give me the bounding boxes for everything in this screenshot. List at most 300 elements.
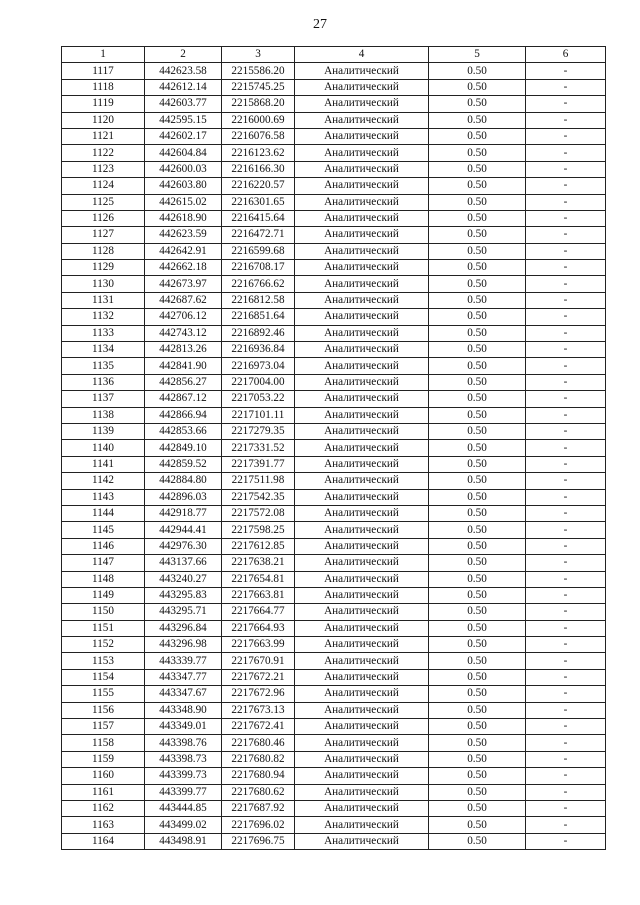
point-number-cell: 1157 bbox=[62, 719, 145, 735]
y-coordinate-cell: 2217331.52 bbox=[222, 440, 295, 456]
note-cell: - bbox=[526, 260, 606, 276]
table-body bbox=[62, 63, 606, 850]
note-cell: - bbox=[526, 407, 606, 423]
y-coordinate-cell: 2217673.13 bbox=[222, 702, 295, 718]
method-cell: Аналитический bbox=[295, 489, 429, 505]
note-cell: - bbox=[526, 768, 606, 784]
point-number-cell: 1118 bbox=[62, 79, 145, 95]
note-cell: - bbox=[526, 555, 606, 571]
table-row bbox=[62, 325, 606, 341]
table-row bbox=[62, 637, 606, 653]
table-row bbox=[62, 292, 606, 308]
x-coordinate-cell: 443398.76 bbox=[145, 735, 222, 751]
note-cell: - bbox=[526, 178, 606, 194]
point-number-cell: 1146 bbox=[62, 538, 145, 554]
y-coordinate-cell: 2216708.17 bbox=[222, 260, 295, 276]
method-cell: Аналитический bbox=[295, 210, 429, 226]
accuracy-cell: 0.50 bbox=[429, 637, 526, 653]
note-cell: - bbox=[526, 587, 606, 603]
point-number-cell: 1141 bbox=[62, 456, 145, 472]
page-number: 27 bbox=[313, 17, 327, 32]
x-coordinate-cell: 442612.14 bbox=[145, 79, 222, 95]
y-coordinate-cell: 2217612.85 bbox=[222, 538, 295, 554]
note-cell: - bbox=[526, 686, 606, 702]
x-coordinate-cell: 442896.03 bbox=[145, 489, 222, 505]
x-coordinate-cell: 442618.90 bbox=[145, 210, 222, 226]
accuracy-cell: 0.50 bbox=[429, 489, 526, 505]
x-coordinate-cell: 442918.77 bbox=[145, 505, 222, 521]
point-number-cell: 1121 bbox=[62, 128, 145, 144]
x-coordinate-cell: 442813.26 bbox=[145, 342, 222, 358]
accuracy-cell: 0.50 bbox=[429, 325, 526, 341]
y-coordinate-cell: 2217598.25 bbox=[222, 522, 295, 538]
point-number-cell: 1123 bbox=[62, 161, 145, 177]
point-number-cell: 1158 bbox=[62, 735, 145, 751]
accuracy-cell: 0.50 bbox=[429, 227, 526, 243]
point-number-cell: 1125 bbox=[62, 194, 145, 210]
accuracy-cell: 0.50 bbox=[429, 686, 526, 702]
point-number-cell: 1117 bbox=[62, 63, 145, 79]
note-cell: - bbox=[526, 505, 606, 521]
point-number-cell: 1147 bbox=[62, 555, 145, 571]
note-cell: - bbox=[526, 292, 606, 308]
note-cell: - bbox=[526, 243, 606, 259]
note-cell: - bbox=[526, 161, 606, 177]
x-coordinate-cell: 442603.80 bbox=[145, 178, 222, 194]
method-cell: Аналитический bbox=[295, 112, 429, 128]
point-number-cell: 1126 bbox=[62, 210, 145, 226]
method-cell: Аналитический bbox=[295, 374, 429, 390]
method-cell: Аналитический bbox=[295, 309, 429, 325]
y-coordinate-cell: 2216472.71 bbox=[222, 227, 295, 243]
table-row bbox=[62, 342, 606, 358]
point-number-cell: 1161 bbox=[62, 784, 145, 800]
note-cell: - bbox=[526, 145, 606, 161]
accuracy-cell: 0.50 bbox=[429, 423, 526, 439]
accuracy-cell: 0.50 bbox=[429, 128, 526, 144]
coordinates-table bbox=[61, 46, 606, 850]
note-cell: - bbox=[526, 473, 606, 489]
accuracy-cell: 0.50 bbox=[429, 538, 526, 554]
note-cell: - bbox=[526, 342, 606, 358]
note-cell: - bbox=[526, 620, 606, 636]
y-coordinate-cell: 2216220.57 bbox=[222, 178, 295, 194]
note-cell: - bbox=[526, 128, 606, 144]
accuracy-cell: 0.50 bbox=[429, 784, 526, 800]
note-cell: - bbox=[526, 735, 606, 751]
x-coordinate-cell: 443296.84 bbox=[145, 620, 222, 636]
x-coordinate-cell: 443499.02 bbox=[145, 817, 222, 833]
accuracy-cell: 0.50 bbox=[429, 571, 526, 587]
note-cell: - bbox=[526, 653, 606, 669]
x-coordinate-cell: 442595.15 bbox=[145, 112, 222, 128]
method-cell: Аналитический bbox=[295, 604, 429, 620]
point-number-cell: 1144 bbox=[62, 505, 145, 521]
y-coordinate-cell: 2217654.81 bbox=[222, 571, 295, 587]
accuracy-cell: 0.50 bbox=[429, 702, 526, 718]
point-number-cell: 1135 bbox=[62, 358, 145, 374]
method-cell: Аналитический bbox=[295, 276, 429, 292]
method-cell: Аналитический bbox=[295, 784, 429, 800]
x-coordinate-cell: 443240.27 bbox=[145, 571, 222, 587]
accuracy-cell: 0.50 bbox=[429, 194, 526, 210]
accuracy-cell: 0.50 bbox=[429, 292, 526, 308]
method-cell: Аналитический bbox=[295, 96, 429, 112]
y-coordinate-cell: 2217672.96 bbox=[222, 686, 295, 702]
point-number-cell: 1133 bbox=[62, 325, 145, 341]
y-coordinate-cell: 2217542.35 bbox=[222, 489, 295, 505]
method-cell: Аналитический bbox=[295, 833, 429, 849]
method-cell: Аналитический bbox=[295, 79, 429, 95]
x-coordinate-cell: 443295.83 bbox=[145, 587, 222, 603]
x-coordinate-cell: 442604.84 bbox=[145, 145, 222, 161]
note-cell: - bbox=[526, 358, 606, 374]
table-row bbox=[62, 63, 606, 79]
table-row bbox=[62, 161, 606, 177]
y-coordinate-cell: 2217696.75 bbox=[222, 833, 295, 849]
y-coordinate-cell: 2216415.64 bbox=[222, 210, 295, 226]
point-number-cell: 1129 bbox=[62, 260, 145, 276]
y-coordinate-cell: 2217672.41 bbox=[222, 719, 295, 735]
accuracy-cell: 0.50 bbox=[429, 260, 526, 276]
x-coordinate-cell: 442602.17 bbox=[145, 128, 222, 144]
table-row bbox=[62, 391, 606, 407]
point-number-cell: 1154 bbox=[62, 669, 145, 685]
x-coordinate-cell: 443296.98 bbox=[145, 637, 222, 653]
accuracy-cell: 0.50 bbox=[429, 719, 526, 735]
y-coordinate-cell: 2217004.00 bbox=[222, 374, 295, 390]
method-cell: Аналитический bbox=[295, 63, 429, 79]
accuracy-cell: 0.50 bbox=[429, 161, 526, 177]
note-cell: - bbox=[526, 784, 606, 800]
column-header: 6 bbox=[526, 47, 606, 63]
method-cell: Аналитический bbox=[295, 522, 429, 538]
point-number-cell: 1137 bbox=[62, 391, 145, 407]
y-coordinate-cell: 2215745.25 bbox=[222, 79, 295, 95]
note-cell: - bbox=[526, 719, 606, 735]
point-number-cell: 1122 bbox=[62, 145, 145, 161]
note-cell: - bbox=[526, 374, 606, 390]
method-cell: Аналитический bbox=[295, 620, 429, 636]
point-number-cell: 1134 bbox=[62, 342, 145, 358]
point-number-cell: 1150 bbox=[62, 604, 145, 620]
y-coordinate-cell: 2217663.81 bbox=[222, 587, 295, 603]
point-number-cell: 1152 bbox=[62, 637, 145, 653]
table-row bbox=[62, 423, 606, 439]
y-coordinate-cell: 2216851.64 bbox=[222, 309, 295, 325]
y-coordinate-cell: 2217687.92 bbox=[222, 800, 295, 816]
table-row bbox=[62, 571, 606, 587]
x-coordinate-cell: 443399.77 bbox=[145, 784, 222, 800]
note-cell: - bbox=[526, 227, 606, 243]
method-cell: Аналитический bbox=[295, 587, 429, 603]
table-row bbox=[62, 719, 606, 735]
table-row bbox=[62, 112, 606, 128]
accuracy-cell: 0.50 bbox=[429, 243, 526, 259]
method-cell: Аналитический bbox=[295, 473, 429, 489]
note-cell: - bbox=[526, 637, 606, 653]
y-coordinate-cell: 2217696.02 bbox=[222, 817, 295, 833]
method-cell: Аналитический bbox=[295, 719, 429, 735]
method-cell: Аналитический bbox=[295, 227, 429, 243]
point-number-cell: 1130 bbox=[62, 276, 145, 292]
y-coordinate-cell: 2216892.46 bbox=[222, 325, 295, 341]
table-row bbox=[62, 407, 606, 423]
accuracy-cell: 0.50 bbox=[429, 669, 526, 685]
accuracy-cell: 0.50 bbox=[429, 145, 526, 161]
x-coordinate-cell: 442623.59 bbox=[145, 227, 222, 243]
method-cell: Аналитический bbox=[295, 194, 429, 210]
note-cell: - bbox=[526, 833, 606, 849]
y-coordinate-cell: 2217572.08 bbox=[222, 505, 295, 521]
note-cell: - bbox=[526, 571, 606, 587]
y-coordinate-cell: 2216812.58 bbox=[222, 292, 295, 308]
table-row bbox=[62, 555, 606, 571]
point-number-cell: 1143 bbox=[62, 489, 145, 505]
method-cell: Аналитический bbox=[295, 702, 429, 718]
method-cell: Аналитический bbox=[295, 128, 429, 144]
point-number-cell: 1162 bbox=[62, 800, 145, 816]
x-coordinate-cell: 442867.12 bbox=[145, 391, 222, 407]
note-cell: - bbox=[526, 817, 606, 833]
note-cell: - bbox=[526, 63, 606, 79]
y-coordinate-cell: 2217664.93 bbox=[222, 620, 295, 636]
point-number-cell: 1124 bbox=[62, 178, 145, 194]
accuracy-cell: 0.50 bbox=[429, 112, 526, 128]
y-coordinate-cell: 2216000.69 bbox=[222, 112, 295, 128]
accuracy-cell: 0.50 bbox=[429, 210, 526, 226]
x-coordinate-cell: 442976.30 bbox=[145, 538, 222, 554]
y-coordinate-cell: 2217680.46 bbox=[222, 735, 295, 751]
y-coordinate-cell: 2216166.30 bbox=[222, 161, 295, 177]
x-coordinate-cell: 443399.73 bbox=[145, 768, 222, 784]
x-coordinate-cell: 442615.02 bbox=[145, 194, 222, 210]
x-coordinate-cell: 442859.52 bbox=[145, 456, 222, 472]
table-header bbox=[62, 47, 606, 63]
accuracy-cell: 0.50 bbox=[429, 407, 526, 423]
table-row bbox=[62, 669, 606, 685]
table-row bbox=[62, 473, 606, 489]
accuracy-cell: 0.50 bbox=[429, 653, 526, 669]
x-coordinate-cell: 442603.77 bbox=[145, 96, 222, 112]
method-cell: Аналитический bbox=[295, 817, 429, 833]
table-row bbox=[62, 79, 606, 95]
y-coordinate-cell: 2217680.82 bbox=[222, 751, 295, 767]
x-coordinate-cell: 442623.58 bbox=[145, 63, 222, 79]
table-row bbox=[62, 178, 606, 194]
note-cell: - bbox=[526, 325, 606, 341]
point-number-cell: 1148 bbox=[62, 571, 145, 587]
point-number-cell: 1164 bbox=[62, 833, 145, 849]
method-cell: Аналитический bbox=[295, 342, 429, 358]
y-coordinate-cell: 2216973.04 bbox=[222, 358, 295, 374]
x-coordinate-cell: 443398.73 bbox=[145, 751, 222, 767]
x-coordinate-cell: 442841.90 bbox=[145, 358, 222, 374]
x-coordinate-cell: 443349.01 bbox=[145, 719, 222, 735]
table-row bbox=[62, 620, 606, 636]
x-coordinate-cell: 442706.12 bbox=[145, 309, 222, 325]
x-coordinate-cell: 442944.41 bbox=[145, 522, 222, 538]
table-row bbox=[62, 653, 606, 669]
method-cell: Аналитический bbox=[295, 686, 429, 702]
x-coordinate-cell: 443347.67 bbox=[145, 686, 222, 702]
accuracy-cell: 0.50 bbox=[429, 456, 526, 472]
table-row bbox=[62, 522, 606, 538]
y-coordinate-cell: 2216599.68 bbox=[222, 243, 295, 259]
column-header: 4 bbox=[295, 47, 429, 63]
y-coordinate-cell: 2216076.58 bbox=[222, 128, 295, 144]
y-coordinate-cell: 2217672.21 bbox=[222, 669, 295, 685]
x-coordinate-cell: 442884.80 bbox=[145, 473, 222, 489]
accuracy-cell: 0.50 bbox=[429, 391, 526, 407]
table-row bbox=[62, 96, 606, 112]
note-cell: - bbox=[526, 194, 606, 210]
note-cell: - bbox=[526, 800, 606, 816]
y-coordinate-cell: 2217680.94 bbox=[222, 768, 295, 784]
y-coordinate-cell: 2216123.62 bbox=[222, 145, 295, 161]
note-cell: - bbox=[526, 751, 606, 767]
method-cell: Аналитический bbox=[295, 751, 429, 767]
method-cell: Аналитический bbox=[295, 292, 429, 308]
table-row bbox=[62, 210, 606, 226]
table-row bbox=[62, 768, 606, 784]
accuracy-cell: 0.50 bbox=[429, 440, 526, 456]
note-cell: - bbox=[526, 522, 606, 538]
note-cell: - bbox=[526, 489, 606, 505]
method-cell: Аналитический bbox=[295, 505, 429, 521]
point-number-cell: 1156 bbox=[62, 702, 145, 718]
note-cell: - bbox=[526, 276, 606, 292]
point-number-cell: 1138 bbox=[62, 407, 145, 423]
point-number-cell: 1159 bbox=[62, 751, 145, 767]
point-number-cell: 1131 bbox=[62, 292, 145, 308]
table-row bbox=[62, 833, 606, 849]
note-cell: - bbox=[526, 79, 606, 95]
x-coordinate-cell: 443444.85 bbox=[145, 800, 222, 816]
accuracy-cell: 0.50 bbox=[429, 555, 526, 571]
table-row bbox=[62, 735, 606, 751]
point-number-cell: 1151 bbox=[62, 620, 145, 636]
y-coordinate-cell: 2216936.84 bbox=[222, 342, 295, 358]
point-number-cell: 1149 bbox=[62, 587, 145, 603]
accuracy-cell: 0.50 bbox=[429, 358, 526, 374]
table-row bbox=[62, 358, 606, 374]
accuracy-cell: 0.50 bbox=[429, 833, 526, 849]
y-coordinate-cell: 2217279.35 bbox=[222, 423, 295, 439]
x-coordinate-cell: 442853.66 bbox=[145, 423, 222, 439]
method-cell: Аналитический bbox=[295, 735, 429, 751]
note-cell: - bbox=[526, 96, 606, 112]
table-row bbox=[62, 702, 606, 718]
table-row bbox=[62, 374, 606, 390]
table-row bbox=[62, 604, 606, 620]
note-cell: - bbox=[526, 112, 606, 128]
point-number-cell: 1142 bbox=[62, 473, 145, 489]
point-number-cell: 1132 bbox=[62, 309, 145, 325]
accuracy-cell: 0.50 bbox=[429, 276, 526, 292]
method-cell: Аналитический bbox=[295, 423, 429, 439]
method-cell: Аналитический bbox=[295, 456, 429, 472]
column-header: 5 bbox=[429, 47, 526, 63]
y-coordinate-cell: 2217663.99 bbox=[222, 637, 295, 653]
point-number-cell: 1145 bbox=[62, 522, 145, 538]
accuracy-cell: 0.50 bbox=[429, 604, 526, 620]
y-coordinate-cell: 2217511.98 bbox=[222, 473, 295, 489]
y-coordinate-cell: 2217680.62 bbox=[222, 784, 295, 800]
point-number-cell: 1127 bbox=[62, 227, 145, 243]
y-coordinate-cell: 2217101.11 bbox=[222, 407, 295, 423]
table-row bbox=[62, 194, 606, 210]
method-cell: Аналитический bbox=[295, 391, 429, 407]
table-row bbox=[62, 686, 606, 702]
accuracy-cell: 0.50 bbox=[429, 178, 526, 194]
x-coordinate-cell: 443347.77 bbox=[145, 669, 222, 685]
y-coordinate-cell: 2217391.77 bbox=[222, 456, 295, 472]
y-coordinate-cell: 2216766.62 bbox=[222, 276, 295, 292]
table-row bbox=[62, 145, 606, 161]
method-cell: Аналитический bbox=[295, 145, 429, 161]
x-coordinate-cell: 443498.91 bbox=[145, 833, 222, 849]
table-row bbox=[62, 587, 606, 603]
y-coordinate-cell: 2215868.20 bbox=[222, 96, 295, 112]
method-cell: Аналитический bbox=[295, 538, 429, 554]
table-row bbox=[62, 309, 606, 325]
accuracy-cell: 0.50 bbox=[429, 79, 526, 95]
column-header: 2 bbox=[145, 47, 222, 63]
y-coordinate-cell: 2217664.77 bbox=[222, 604, 295, 620]
note-cell: - bbox=[526, 210, 606, 226]
y-coordinate-cell: 2217670.91 bbox=[222, 653, 295, 669]
method-cell: Аналитический bbox=[295, 768, 429, 784]
note-cell: - bbox=[526, 440, 606, 456]
x-coordinate-cell: 442743.12 bbox=[145, 325, 222, 341]
point-number-cell: 1163 bbox=[62, 817, 145, 833]
x-coordinate-cell: 443339.77 bbox=[145, 653, 222, 669]
accuracy-cell: 0.50 bbox=[429, 63, 526, 79]
note-cell: - bbox=[526, 309, 606, 325]
y-coordinate-cell: 2215586.20 bbox=[222, 63, 295, 79]
x-coordinate-cell: 442662.18 bbox=[145, 260, 222, 276]
point-number-cell: 1155 bbox=[62, 686, 145, 702]
y-coordinate-cell: 2216301.65 bbox=[222, 194, 295, 210]
accuracy-cell: 0.50 bbox=[429, 505, 526, 521]
table-row bbox=[62, 505, 606, 521]
table-header-row bbox=[62, 47, 606, 63]
table-row bbox=[62, 276, 606, 292]
point-number-cell: 1119 bbox=[62, 96, 145, 112]
table-row bbox=[62, 243, 606, 259]
method-cell: Аналитический bbox=[295, 260, 429, 276]
y-coordinate-cell: 2217638.21 bbox=[222, 555, 295, 571]
method-cell: Аналитический bbox=[295, 571, 429, 587]
method-cell: Аналитический bbox=[295, 669, 429, 685]
point-number-cell: 1153 bbox=[62, 653, 145, 669]
point-number-cell: 1120 bbox=[62, 112, 145, 128]
x-coordinate-cell: 442866.94 bbox=[145, 407, 222, 423]
accuracy-cell: 0.50 bbox=[429, 374, 526, 390]
accuracy-cell: 0.50 bbox=[429, 473, 526, 489]
accuracy-cell: 0.50 bbox=[429, 522, 526, 538]
method-cell: Аналитический bbox=[295, 161, 429, 177]
accuracy-cell: 0.50 bbox=[429, 96, 526, 112]
x-coordinate-cell: 442849.10 bbox=[145, 440, 222, 456]
method-cell: Аналитический bbox=[295, 637, 429, 653]
note-cell: - bbox=[526, 423, 606, 439]
table-row bbox=[62, 538, 606, 554]
method-cell: Аналитический bbox=[295, 440, 429, 456]
x-coordinate-cell: 443137.66 bbox=[145, 555, 222, 571]
table-row bbox=[62, 440, 606, 456]
